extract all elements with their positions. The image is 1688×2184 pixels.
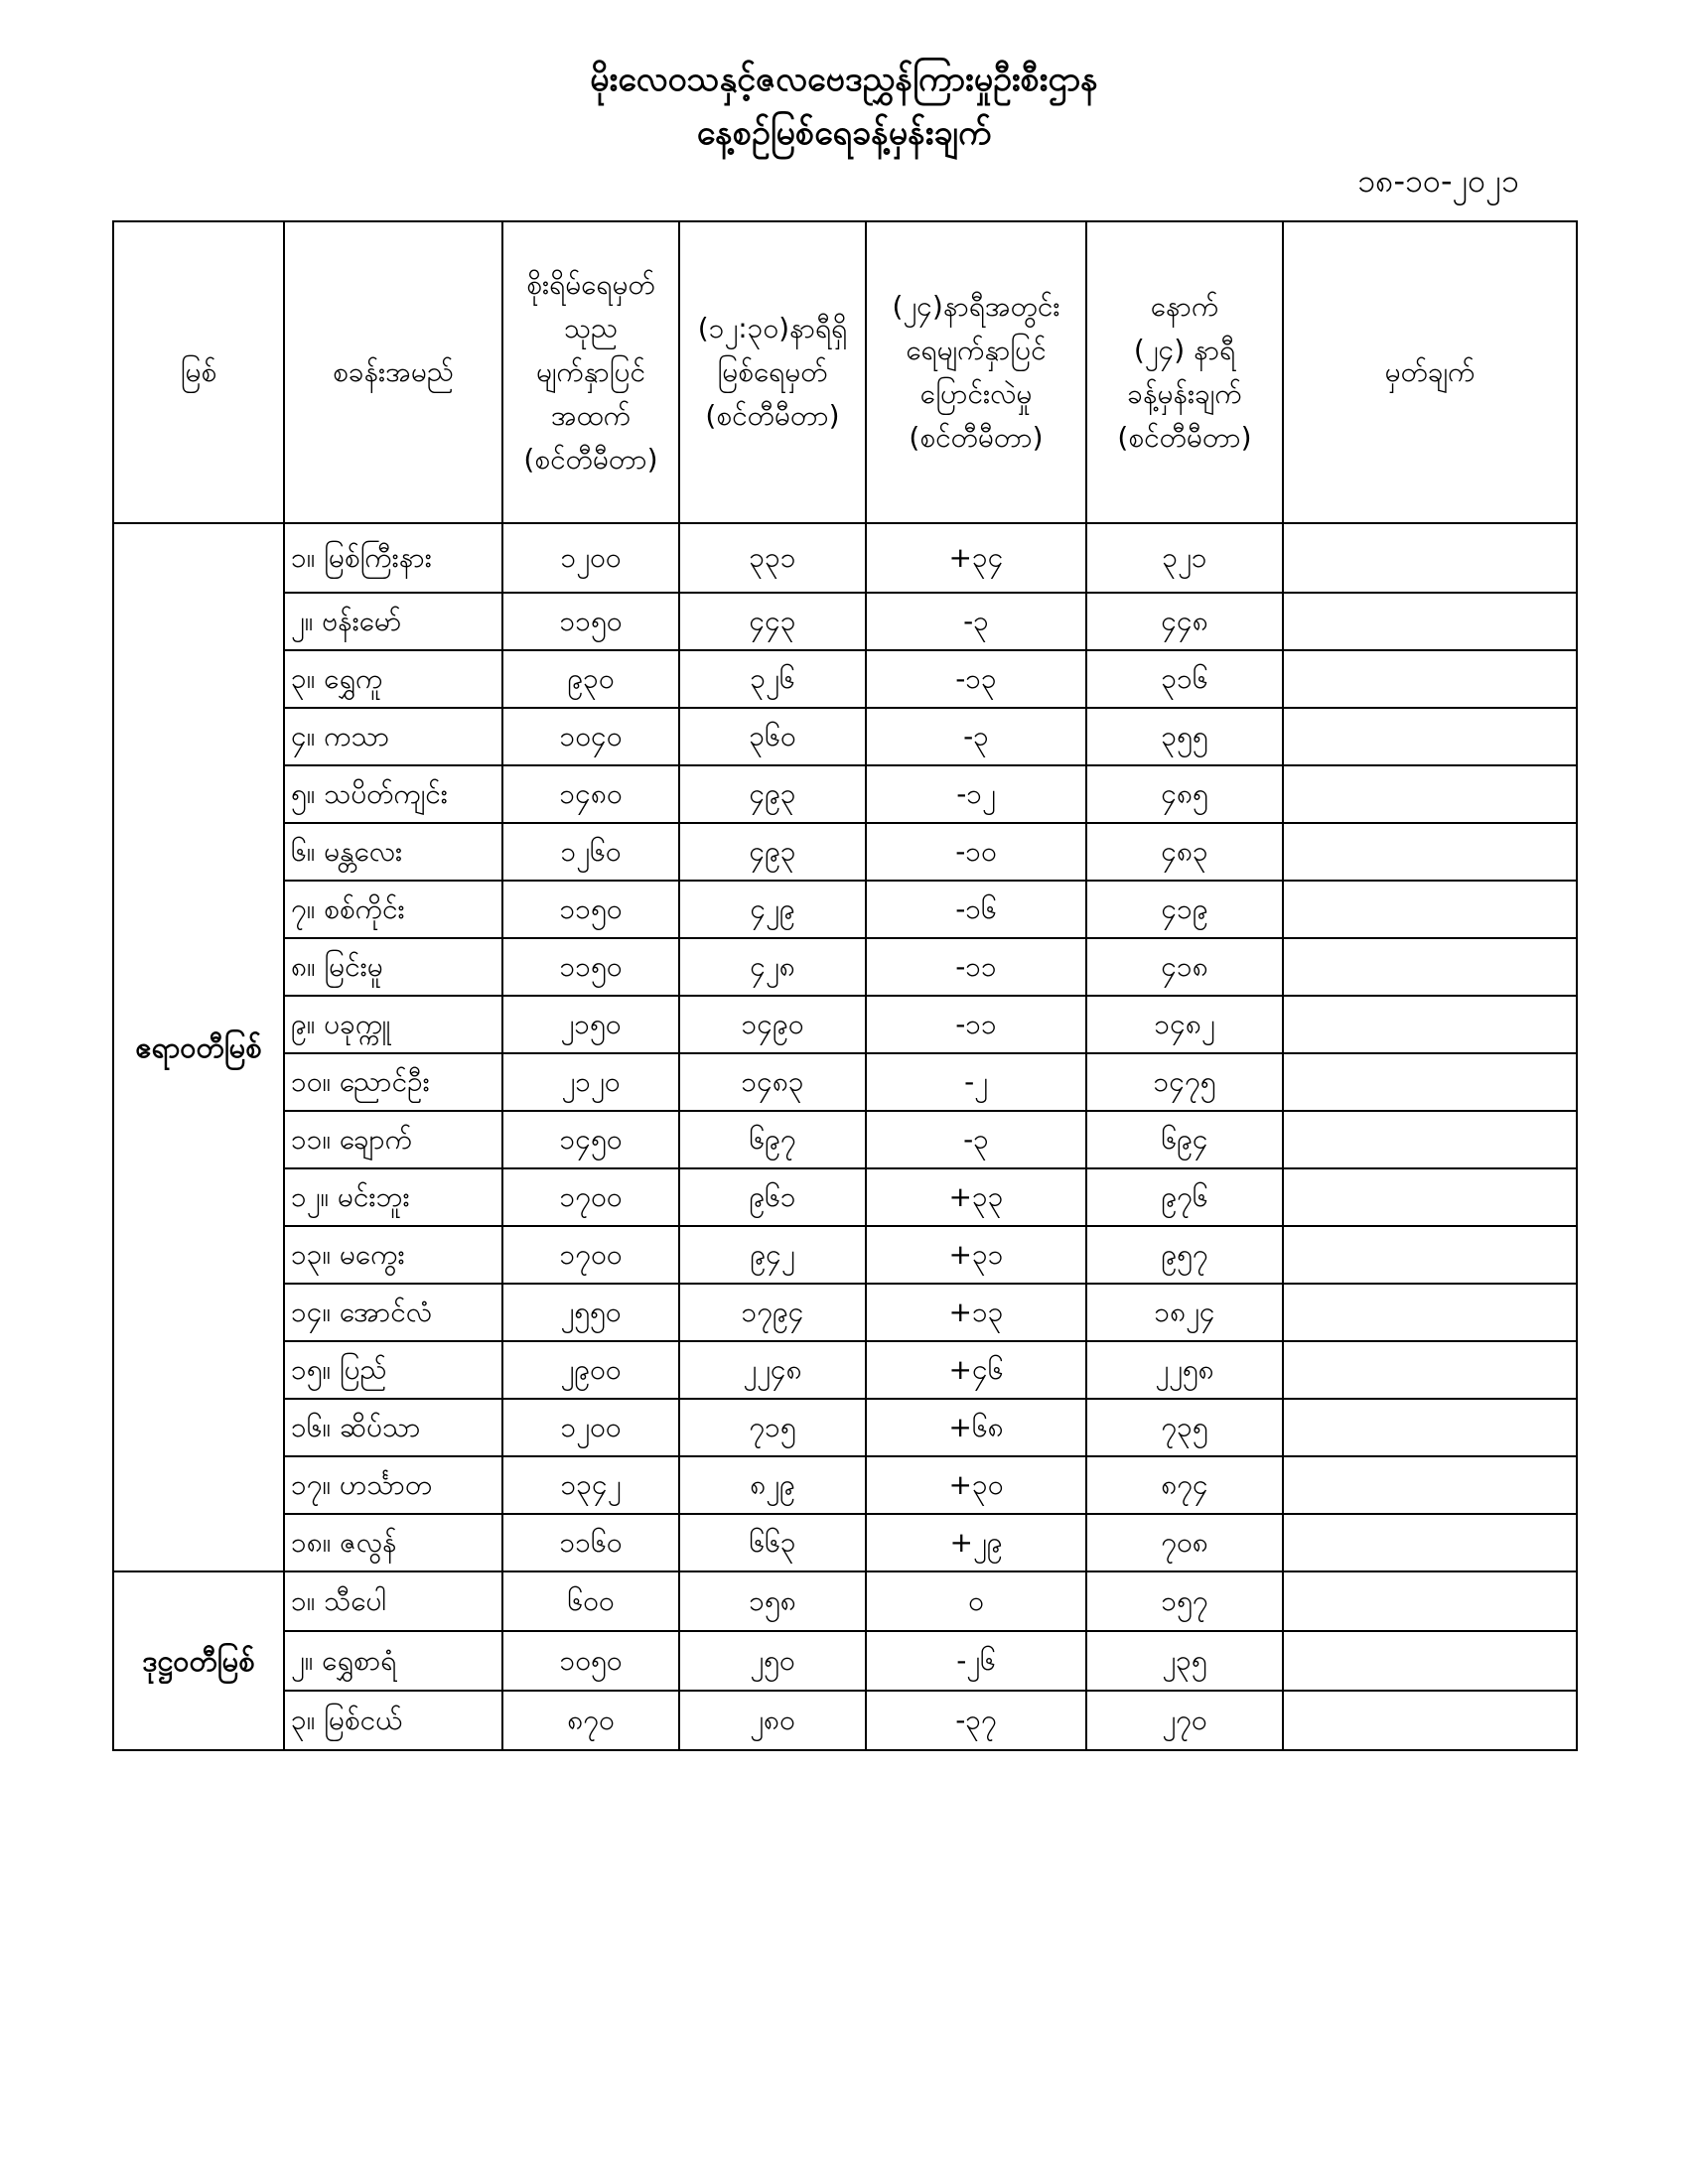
forecast-cell: ၄၄၈ [1086,593,1283,650]
change-24h-cell: +၆၈ [866,1399,1086,1456]
danger-level-cell: ၂၅၅၀ [502,1284,679,1341]
forecast-cell: ၂၂၅၈ [1086,1341,1283,1399]
current-level-cell: ၉၄၂ [679,1226,866,1284]
table-row [113,1514,1577,1571]
remark-cell [1283,938,1577,996]
table-body [113,523,1577,1750]
station-name-cell: ၂။ ဗန်းမော် [284,593,502,650]
remark-cell [1283,881,1577,938]
danger-level-cell: ၁၀၅၀ [502,1631,679,1691]
change-24h-cell: -၃ [866,1111,1086,1168]
danger-level-cell: ၁၁၅၀ [502,593,679,650]
danger-level-cell: ၁၄၅၀ [502,1111,679,1168]
danger-level-cell: ၁၀၄၀ [502,708,679,765]
forecast-cell: ၃၅၅ [1086,708,1283,765]
table-row [113,765,1577,823]
forecast-cell: ၄၁၉ [1086,881,1283,938]
forecast-cell: ၁၅၇ [1086,1571,1283,1631]
remark-cell [1283,765,1577,823]
table-row [113,1111,1577,1168]
change-24h-cell: +၃၁ [866,1226,1086,1284]
table-row [113,1571,1577,1631]
forecast-cell: ၂၃၅ [1086,1631,1283,1691]
change-24h-cell: -၂၆ [866,1631,1086,1691]
forecast-cell: ၄၈၅ [1086,765,1283,823]
change-24h-cell: -၃ [866,708,1086,765]
forecast-cell: ၆၉၄ [1086,1111,1283,1168]
change-24h-cell: -၂ [866,1053,1086,1111]
forecast-cell: ၃၂၁ [1086,523,1283,593]
forecast-cell: ၇၃၅ [1086,1399,1283,1456]
danger-level-cell: ၂၁၂၀ [502,1053,679,1111]
current-level-cell: ၄၂၈ [679,938,866,996]
table-row [113,523,1577,593]
river-name-cell: ဒုဋ္ဌဝတီမြစ် [113,1571,284,1750]
table-row [113,708,1577,765]
forecast-cell: ၂၇၀ [1086,1691,1283,1750]
header-river: မြစ် [113,221,284,523]
current-level-cell: ၂၈၀ [679,1691,866,1750]
current-level-cell: ၃၂၆ [679,650,866,708]
station-name-cell: ၇။ စစ်ကိုင်း [284,881,502,938]
remark-cell [1283,708,1577,765]
danger-level-cell: ၁၇၀၀ [502,1226,679,1284]
danger-level-cell: ၁၂၀၀ [502,523,679,593]
table-row [113,1168,1577,1226]
table-row [113,996,1577,1053]
forecast-cell: ၈၇၄ [1086,1456,1283,1514]
current-level-cell: ၂၂၄၈ [679,1341,866,1399]
change-24h-cell: -၁၀ [866,823,1086,881]
forecast-cell: ၃၁၆ [1086,650,1283,708]
current-level-cell: ၇၁၅ [679,1399,866,1456]
danger-level-cell: ၆၀၀ [502,1571,679,1631]
station-name-cell: ၃။ မြစ်ငယ် [284,1691,502,1750]
table-row [113,1341,1577,1399]
station-name-cell: ၂။ ရွှေစာရံ [284,1631,502,1691]
station-name-cell: ၁၄။ အောင်လံ [284,1284,502,1341]
current-level-cell: ၄၂၉ [679,881,866,938]
table-row [113,1631,1577,1691]
danger-level-cell: ၁၁၅၀ [502,938,679,996]
danger-level-cell: ၈၇၀ [502,1691,679,1750]
station-name-cell: ၈။ မြင်းမူ [284,938,502,996]
table-row [113,1053,1577,1111]
river-forecast-table [112,220,1578,1751]
change-24h-cell: -၃ [866,593,1086,650]
remark-cell [1283,1053,1577,1111]
remark-cell [1283,1284,1577,1341]
remark-cell [1283,1111,1577,1168]
current-level-cell: ၈၂၉ [679,1456,866,1514]
change-24h-cell: ၀ [866,1571,1086,1631]
remark-cell [1283,1456,1577,1514]
remark-cell [1283,1341,1577,1399]
change-24h-cell: -၁၃ [866,650,1086,708]
river-name-cell: ဧရာဝတီမြစ် [113,523,284,1571]
remark-cell [1283,1514,1577,1571]
document-subtitle: နေ့စဉ်မြစ်ရေခန့်မှန်းချက် [696,113,992,153]
station-name-cell: ၁၁။ ချောက် [284,1111,502,1168]
header-24h-change: (၂၄)နာရီအတွင်း ရေမျက်နှာပြင် ပြောင်းလဲမှု (စင်တီမီတာ) [866,221,1086,523]
table-header-row [113,221,1577,523]
current-level-cell: ၂၅၀ [679,1631,866,1691]
current-level-cell: ၁၇၉၄ [679,1284,866,1341]
table-row [113,1284,1577,1341]
current-level-cell: ၄၄၃ [679,593,866,650]
change-24h-cell: -၁၂ [866,765,1086,823]
table-row [113,1226,1577,1284]
change-24h-cell: -၁၁ [866,938,1086,996]
table-row [113,881,1577,938]
table-row [113,938,1577,996]
current-level-cell: ၆၆၃ [679,1514,866,1571]
station-name-cell: ၉။ ပခုက္ကူ [284,996,502,1053]
change-24h-cell: +၄၆ [866,1341,1086,1399]
danger-level-cell: ၁၂၆၀ [502,823,679,881]
remark-cell [1283,1691,1577,1750]
document-title: မိုးလေဝသနှင့်ဇလဗေဒညွှန်ကြားမှုဦးစီးဌာန [590,60,1098,99]
forecast-cell: ၁၈၂၄ [1086,1284,1283,1341]
forecast-cell: ၁၄၈၂ [1086,996,1283,1053]
current-level-cell: ၄၉၃ [679,823,866,881]
station-name-cell: ၆။ မန္တလေး [284,823,502,881]
station-name-cell: ၁၀။ ညောင်ဦး [284,1053,502,1111]
header-remark: မှတ်ချက် [1283,221,1577,523]
forecast-cell: ၇၀၈ [1086,1514,1283,1571]
forecast-cell: ၉၅၇ [1086,1226,1283,1284]
station-name-cell: ၅။ သပိတ်ကျင်း [284,765,502,823]
remark-cell [1283,1168,1577,1226]
danger-level-cell: ၁၁၆၀ [502,1514,679,1571]
current-level-cell: ၄၉၃ [679,765,866,823]
station-name-cell: ၄။ ကသာ [284,708,502,765]
remark-cell [1283,1399,1577,1456]
report-date: ၁၈-၁၀-၂၀၂၁ [1357,162,1519,200]
header-current-level: (၁၂:၃၀)နာရီရှိ မြစ်ရေမှတ် (စင်တီမီတာ) [679,221,866,523]
change-24h-cell: +၁၃ [866,1284,1086,1341]
station-name-cell: ၁၃။ မကွေး [284,1226,502,1284]
danger-level-cell: ၂၁၅၀ [502,996,679,1053]
station-name-cell: ၁၇။ ဟင်္သာတ [284,1456,502,1514]
remark-cell [1283,523,1577,593]
forecast-cell: ၉၇၆ [1086,1168,1283,1226]
change-24h-cell: +၃၄ [866,523,1086,593]
forecast-cell: ၄၁၈ [1086,938,1283,996]
current-level-cell: ၆၉၇ [679,1111,866,1168]
danger-level-cell: ၁၂၀၀ [502,1399,679,1456]
danger-level-cell: ၂၉၀၀ [502,1341,679,1399]
header-forecast: နောက် (၂၄) နာရီ ခန့်မှန်းချက် (စင်တီမီတာ) [1086,221,1283,523]
change-24h-cell: -၃၇ [866,1691,1086,1750]
table-row [113,650,1577,708]
current-level-cell: ၃၆၀ [679,708,866,765]
danger-level-cell: ၁၃၄၂ [502,1456,679,1514]
current-level-cell: ၁၅၈ [679,1571,866,1631]
header-station: စခန်းအမည် [284,221,502,523]
danger-level-cell: ၉၃၀ [502,650,679,708]
danger-level-cell: ၁၄၈၀ [502,765,679,823]
remark-cell [1283,1631,1577,1691]
table-row [113,593,1577,650]
change-24h-cell: -၁၁ [866,996,1086,1053]
station-name-cell: ၁၆။ ဆိပ်သာ [284,1399,502,1456]
station-name-cell: ၁၂။ မင်းဘူး [284,1168,502,1226]
remark-cell [1283,650,1577,708]
station-name-cell: ၁။ မြစ်ကြီးနား [284,523,502,593]
change-24h-cell: +၃၀ [866,1456,1086,1514]
remark-cell [1283,1226,1577,1284]
current-level-cell: ၁၄၈၃ [679,1053,866,1111]
station-name-cell: ၁၈။ ဇလွန် [284,1514,502,1571]
forecast-cell: ၄၈၃ [1086,823,1283,881]
station-name-cell: ၁၅။ ပြည် [284,1341,502,1399]
change-24h-cell: -၁၆ [866,881,1086,938]
table-row [113,1456,1577,1514]
remark-cell [1283,1571,1577,1631]
change-24h-cell: +၂၉ [866,1514,1086,1571]
station-name-cell: ၁။ သီပေါ [284,1571,502,1631]
remark-cell [1283,593,1577,650]
danger-level-cell: ၁၇၀၀ [502,1168,679,1226]
table-row [113,823,1577,881]
table-row [113,1399,1577,1456]
forecast-cell: ၁၄၇၅ [1086,1053,1283,1111]
header-danger-level: စိုးရိမ်ရေမှတ် သုည မျက်နှာပြင် အထက် (စင်တီမီတာ) [502,221,679,523]
change-24h-cell: +၃၃ [866,1168,1086,1226]
table-row [113,1691,1577,1750]
remark-cell [1283,996,1577,1053]
danger-level-cell: ၁၁၅၀ [502,881,679,938]
current-level-cell: ၉၆၁ [679,1168,866,1226]
remark-cell [1283,823,1577,881]
current-level-cell: ၃၃၁ [679,523,866,593]
current-level-cell: ၁၄၉၀ [679,996,866,1053]
station-name-cell: ၃။ ရွှေကူ [284,650,502,708]
